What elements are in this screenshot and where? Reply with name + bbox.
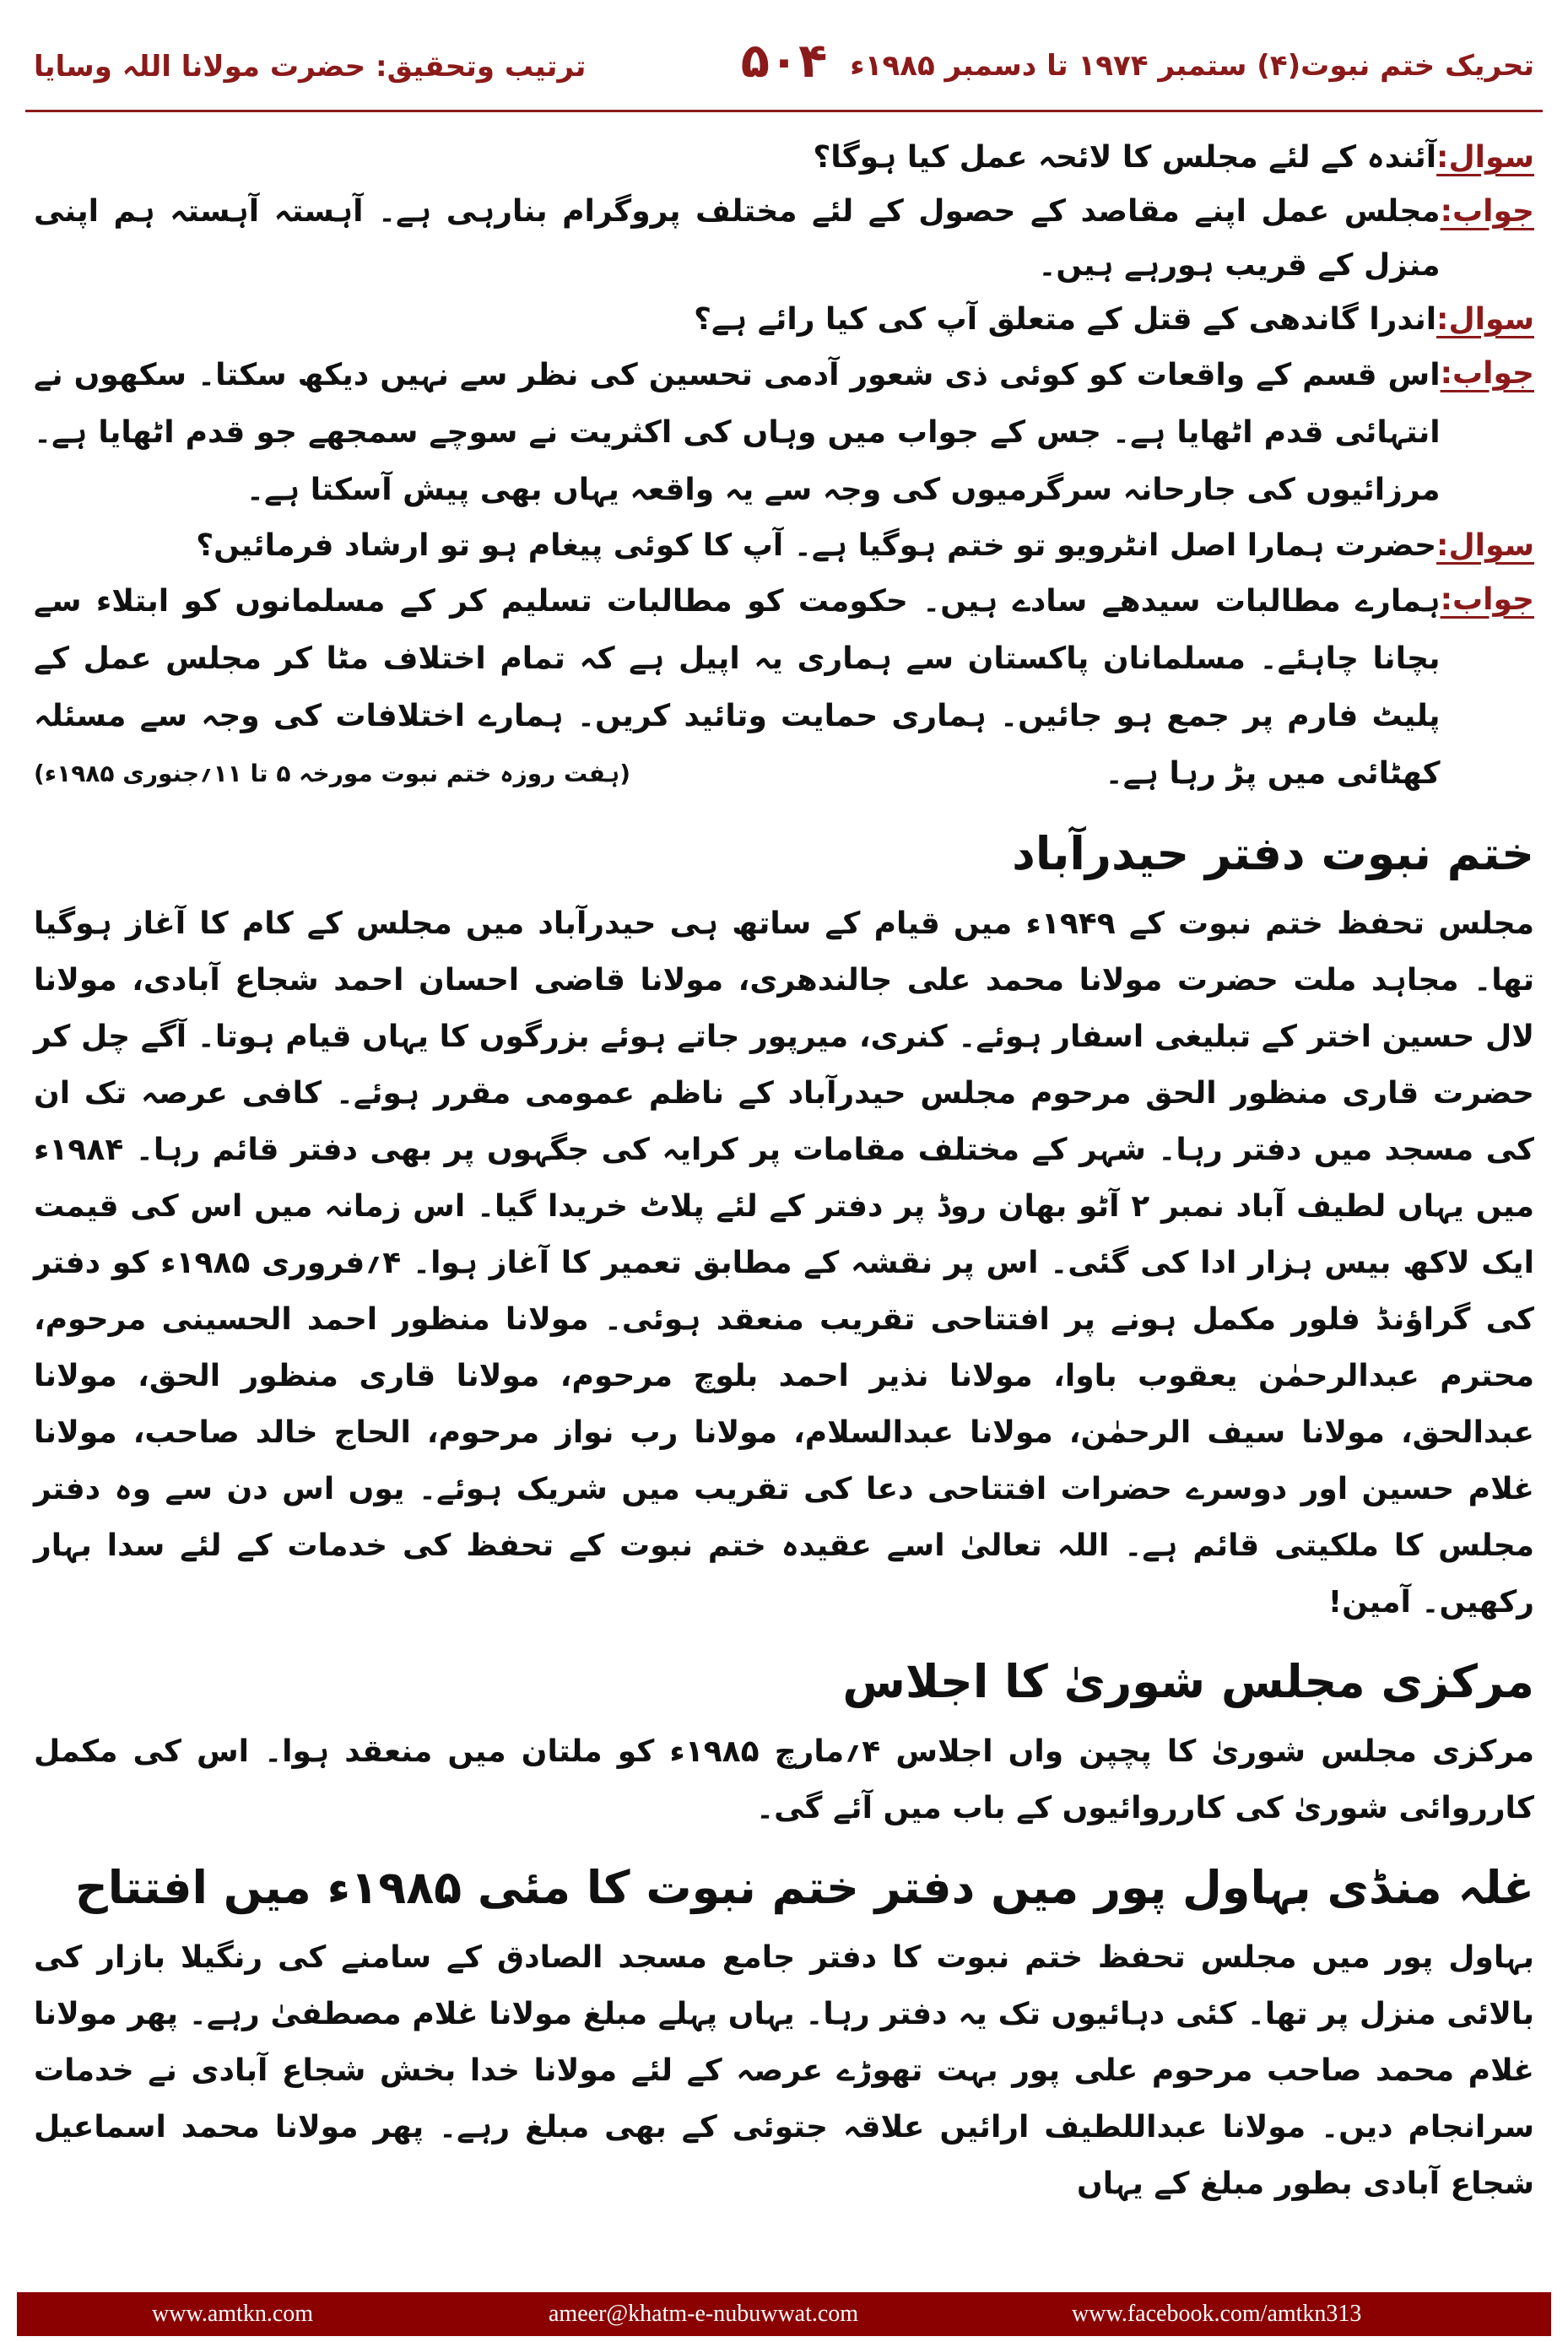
qa-item [34, 293, 1534, 347]
qa-text: اندرا گاندھی کے قتل کے متعلق آپ کی کیا رائے ہے؟ [694, 302, 1437, 337]
book-title: تحریک ختم نبوت(۴) ستمبر ۱۹۷۴ تا دسمبر ۱۹۸۵ء [850, 49, 1534, 83]
header-compiler: ترتیب وتحقیق: حضرت مولانا اللہ وسایا [34, 50, 587, 84]
email-link[interactable]: ameer@khatm-e-nubuwwat.com [549, 2301, 859, 2327]
website-link[interactable]: www.amtkn.com [152, 2301, 314, 2327]
qa-label: جواب: [1440, 356, 1534, 391]
section-title: غلہ منڈی بہاول پور میں دفتر ختم نبوت کا مئی ۱۹۸۵ء میں افتتاح [74, 1861, 1534, 1914]
qa-text: اس قسم کے واقعات کو کوئی ذی شعور آدمی تحسین کی نظر سے نہیں دیکھ سکتا۔ سکھوں نے انتہائی قدم اٹھایا ہے۔ جس کے جواب میں وہاں کی اکثریت نے سوچے سمجھے جو قدم اٹھایا ہے۔ مرزائیوں کی جارحانہ سرگرمیوں کی وجہ سے یہ واقعہ یہاں بھی پیش آسکتا ہے۔ [34, 358, 1441, 507]
page-footer [17, 2292, 1551, 2336]
qa-item [34, 573, 1534, 803]
section-paragraph: بہاول پور میں مجلس تحفظ ختم نبوت کا دفتر جامع مسجد الصادق کے سامنے کی رنگیلا بازار کی بالائی منزل پر تھا۔ کئی دہائیوں تک یہ دفتر رہا۔ یہاں پہلے مبلغ مولانا غلام مصطفیٰ رہے۔ پھر مولانا غلام محمد صاحب مرحوم علی پور بہت تھوڑے عرصہ کے لئے مولانا خدا بخش شجاع آبادی نے خدمات سرانجام دیں۔ مولانا عبداللطیف ارائیں علاقہ جتوئی کے بھی مبلغ رہے۔ پھر مولانا محمد اسماعیل شجاع آبادی بطور مبلغ کے یہاں [34, 1940, 1534, 2201]
qa-label: جواب: [1440, 194, 1534, 229]
qa-text: حضرت ہمارا اصل انٹرویو تو ختم ہوگیا ہے۔ آپ کا کوئی پیغام ہو تو ارشاد فرمائیں؟ [196, 528, 1437, 563]
qa-item [34, 347, 1534, 519]
facebook-link[interactable]: www.facebook.com/amtkn313 [1072, 2301, 1362, 2327]
qa-item [34, 131, 1534, 185]
section-paragraph: مرکزی مجلس شوریٰ کا پچپن واں اجلاس ۴؍مارچ ۱۹۸۵ء کو ملتان میں منعقد ہوا۔ اس کی مکمل کارروائی شوریٰ کی کارروائیوں کے باب میں آئے گی۔ [34, 1734, 1534, 1825]
page-content [34, 131, 1534, 2212]
qa-item [34, 185, 1534, 293]
qa-answer-text: ہمارے مطالبات سیدھے سادے ہیں۔ حکومت کو مطالبات تسلیم کر کے مسلمانوں کو ابتلاء سے بچانا چاہئے۔ مسلمانان پاکستان سے ہماری یہ اپیل ہے کہ تمام اختلاف مٹا کر مجلس عمل کے پلیٹ فارم پر جمع ہو جائیں۔ ہماری حمایت وتائید کریں۔ ہمارے اختلافات کی وجہ سے مسئلہ کھٹائی میں پڑ رہا ہے۔ [34, 584, 1441, 791]
qa-text: مجلس عمل اپنے مقاصد کے حصول کے لئے مختلف پروگرام بنارہی ہے۔ آہستہ آہستہ ہم اپنی منزل کے قریب ہورہے ہیں۔ [34, 194, 1441, 283]
qa-label: جواب: [1440, 582, 1534, 617]
qa-label: سوال: [1436, 140, 1534, 175]
qa-label: سوال: [1436, 302, 1534, 337]
source-citation: (ہفت روزہ ختم نبوت مورخہ ۵ تا ۱۱؍جنوری ۱۹۸۵ء) [34, 760, 630, 787]
header-divider [25, 110, 1543, 112]
section-paragraph: مجلس تحفظ ختم نبوت کے ۱۹۴۹ء میں قیام کے ساتھ ہی حیدرآباد میں مجلس کے کام کا آغاز ہوگیا تھا۔ مجاہد ملت حضرت مولانا محمد علی جالندھری، مولانا قاضی احسان احمد شجاع آبادی، مولانا لال حسین اختر کے تبلیغی اسفار ہوئے۔ کنری، میرپور جاتے ہوئے بزرگوں کا یہاں قیام ہوتا۔ آگے چل کر حضرت قاری منظور الحق مرحوم مجلس حیدرآباد کے ناظم عمومی مقرر ہوئے۔ کافی عرصہ تک ان کی مسجد میں دفتر رہا۔ شہر کے مختلف مقامات پر کرایہ کی جگہوں پر بھی دفتر قائم رہا۔ ۱۹۸۴ء میں یہاں لطیف آباد نمبر ۲ آٹو بھان روڈ پر دفتر کے لئے پلاٹ خریدا گیا۔ اس زمانہ میں اس کی قیمت ایک لاکھ بیس ہزار ادا کی گئی۔ اس پر نقشہ کے مطابق تعمیر کا آغاز ہوا۔ ۴؍فروری ۱۹۸۵ء کو دفتر کی گراؤنڈ فلور مکمل ہونے پر افتتاحی تقریب منعقد ہوئی۔ مولانا منظور احمد الحسینی مرحوم، محترم عبدالرحمٰن یعقوب باوا، مولانا نذیر احمد بلوچ مرحوم، مولانا قاری منظور الحق، مولانا عبدالحق، مولانا سیف الرحمٰن، مولانا عبدالسلام، مولانا رب نواز مرحوم، الحاج خالد صاحب، مولانا غلام حسین اور دوسرے حضرات افتتاحی دعا کی تقریب میں شریک ہوئے۔ یوں اس دن سے وہ دفتر مجلس کا ملکیتی قائم ہے۔ اللہ تعالیٰ اسے عقیدہ ختم نبوت کے تحفظ کی خدمات کے لئے سدا بہار رکھیں۔ آمین! [34, 906, 1535, 1620]
section-title: مرکزی مجلس شوریٰ کا اجلاس [842, 1655, 1534, 1708]
section-title: ختم نبوت دفتر حیدرآباد [1012, 827, 1534, 880]
page-number: ۵۰۴ [740, 34, 828, 89]
qa-label: سوال: [1436, 528, 1534, 563]
qa-text: آئندہ کے لئے مجلس کا لائحہ عمل کیا ہوگا؟ [813, 140, 1437, 175]
qa-item [34, 519, 1534, 573]
page-header [25, 24, 1543, 108]
qa-text [34, 573, 1441, 803]
